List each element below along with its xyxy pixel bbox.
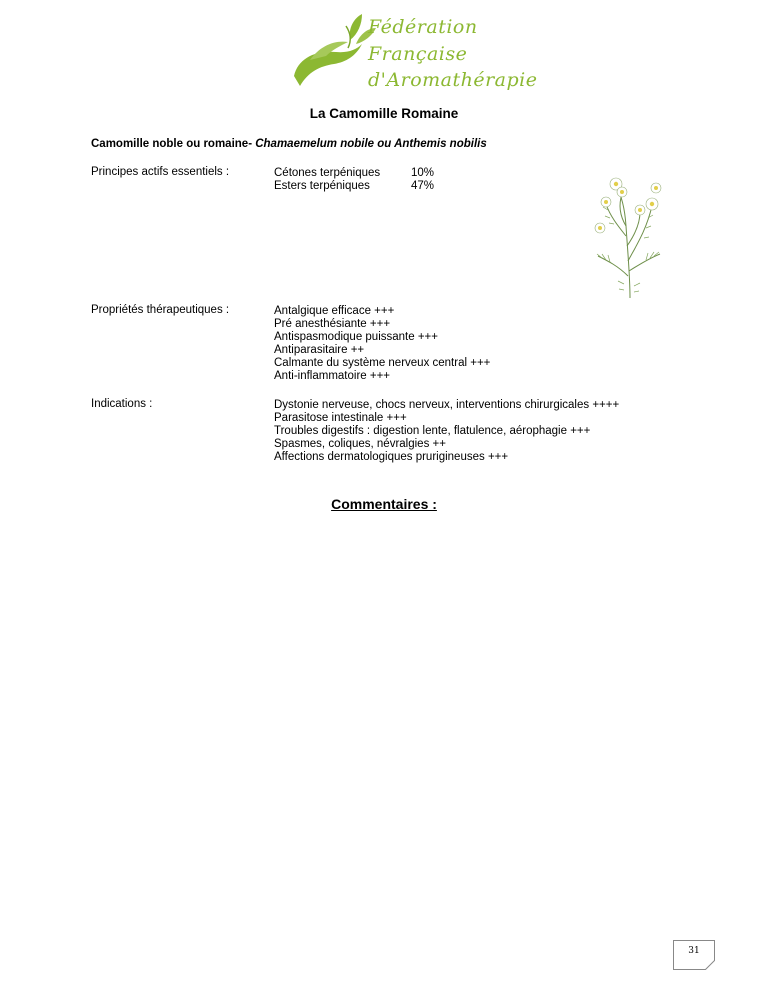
plant-names [91, 138, 487, 150]
list-item: Affections dermatologiques prurigineuses +++ [274, 451, 509, 463]
list-item: Dystonie nerveuse, chocs nerveux, interventions chirurgicales ++++ [274, 399, 620, 411]
principe-value: 47% [411, 180, 435, 192]
page-number: 31 [688, 946, 700, 956]
logo-text-line2: Française [368, 43, 468, 65]
indications-label: Indications : [91, 398, 153, 410]
commentaires-heading: Commentaires : [331, 496, 437, 512]
chamomile-illustration [588, 166, 670, 300]
logo-text-line1: Fédération [368, 16, 478, 38]
common-name: Camomille noble ou romaine- [91, 138, 256, 150]
principes-values [411, 167, 434, 193]
list-item: Calmante du système nerveux central +++ [274, 357, 491, 369]
chamomile-plant-icon [588, 166, 670, 300]
latin-name: Chamaemelum nobile ou Anthemis nobilis [255, 138, 487, 150]
principe-name: Cétones terpéniques [274, 167, 381, 179]
hand-leaf-icon [290, 10, 380, 92]
list-item: Antalgique efficace +++ [274, 305, 395, 317]
list-item: Anti-inflammatoire +++ [274, 370, 391, 382]
list-item: Parasitose intestinale +++ [274, 412, 407, 424]
list-item: Antispasmodique puissante +++ [274, 331, 438, 343]
logo-text-line3: d'Aromathérapie [368, 69, 538, 91]
page-number-box [673, 940, 715, 970]
principe-value: 10% [411, 167, 435, 179]
folded-corner-icon [705, 960, 715, 970]
principes-list [274, 167, 380, 193]
list-item: Antiparasitaire ++ [274, 344, 365, 356]
list-item: Troubles digestifs : digestion lente, flatulence, aérophagie +++ [274, 425, 591, 437]
federation-logo [290, 10, 538, 92]
proprietes-label: Propriétés thérapeutiques : [91, 304, 230, 316]
principes-label: Principes actifs essentiels : [91, 166, 230, 178]
indications-list [274, 399, 619, 464]
principe-name: Esters terpéniques [274, 180, 370, 192]
list-item: Pré anesthésiante +++ [274, 318, 391, 330]
proprietes-list [274, 305, 490, 383]
page-title: La Camomille Romaine [309, 106, 459, 121]
list-item: Spasmes, coliques, névralgies ++ [274, 438, 446, 450]
